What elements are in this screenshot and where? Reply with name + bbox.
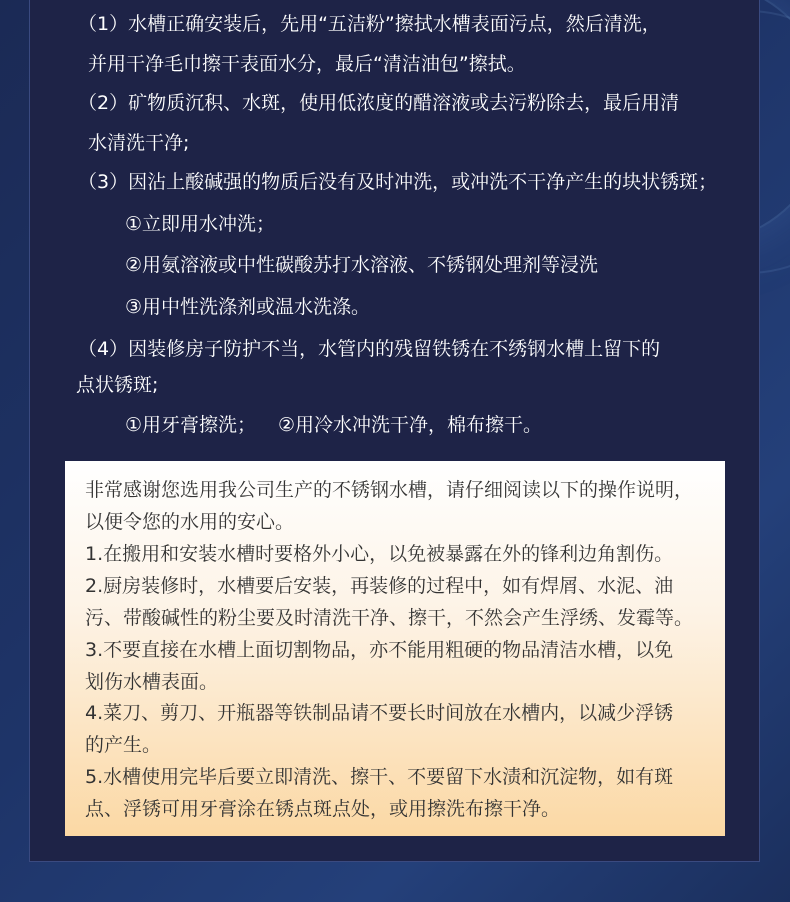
notice-line-10: 5.水槽使用完毕后要立即清洗、擦干、不要留下水渍和沉淀物，如有斑 (85, 766, 674, 788)
notice-line-7: 划伤水槽表面。 (85, 671, 219, 693)
notice-line-9: 的产生。 (85, 734, 162, 756)
notice-line-5: 污、带酸碱性的粉尘要及时清洗干净、擦干，不然会产生浮绣、发霉等。 (85, 607, 694, 629)
step-2-line-2: 水清洗干净; (88, 132, 190, 154)
step-1-line-1: （1）水槽正确安装后，先用“五洁粉”擦拭水槽表面污点，然后清洗， (78, 13, 661, 35)
notice-line-8: 4.菜刀、剪刀、开瓶器等铁制品请不要长时间放在水槽内，以减少浮锈 (85, 702, 674, 724)
notice-line-6: 3.不要直接在水槽上面切割物品，亦不能用粗硬的物品清洁水槽，以免 (85, 639, 674, 661)
step-4-line-2: 点状锈斑; (76, 374, 159, 396)
step-4-line-1: （4）因装修房子防护不当，水管内的残留铁锈在不绣钢水槽上留下的 (78, 338, 661, 360)
step-2-line-1: （2）矿物质沉积、水斑，使用低浓度的醋溶液或去污粉除去，最后用清 (78, 92, 680, 114)
notice-line-11: 点、浮锈可用牙膏涂在锈点斑点处，或用擦洗布擦干净。 (85, 798, 561, 820)
step-1-line-2: 并用干净毛巾擦干表面水分，最后“清洁油包”擦拭。 (88, 53, 526, 75)
step-4-sub-1: ①用牙膏擦洗； (125, 414, 257, 436)
usage-notice-box (65, 461, 725, 836)
step-3-sub-1: ①立即用水冲洗； (125, 213, 276, 235)
notice-line-3: 1.在搬用和安装水槽时要格外小心，以免被暴露在外的锋利边角割伤。 (85, 543, 674, 565)
notice-line-1: 非常感谢您选用我公司生产的不锈钢水槽，请仔细阅读以下的操作说明， (85, 479, 694, 501)
step-3-sub-3: ③用中性洗涤剂或温水洗涤。 (125, 296, 371, 318)
step-3-sub-2: ②用氨溶液或中性碳酸苏打水溶液、不锈钢处理剂等浸洗 (125, 254, 599, 276)
step-4-sub-2: ②用冷水冲洗干净，棉布擦干。 (278, 414, 543, 436)
notice-line-2: 以便令您的水用的安心。 (85, 511, 295, 533)
notice-line-4: 2.厨房装修时，水槽要后安装，再装修的过程中，如有焊屑、水泥、油 (85, 575, 674, 597)
step-3-line: （3）因沾上酸碱强的物质后没有及时冲洗，或冲洗不干净产生的块状锈斑； (78, 171, 718, 193)
